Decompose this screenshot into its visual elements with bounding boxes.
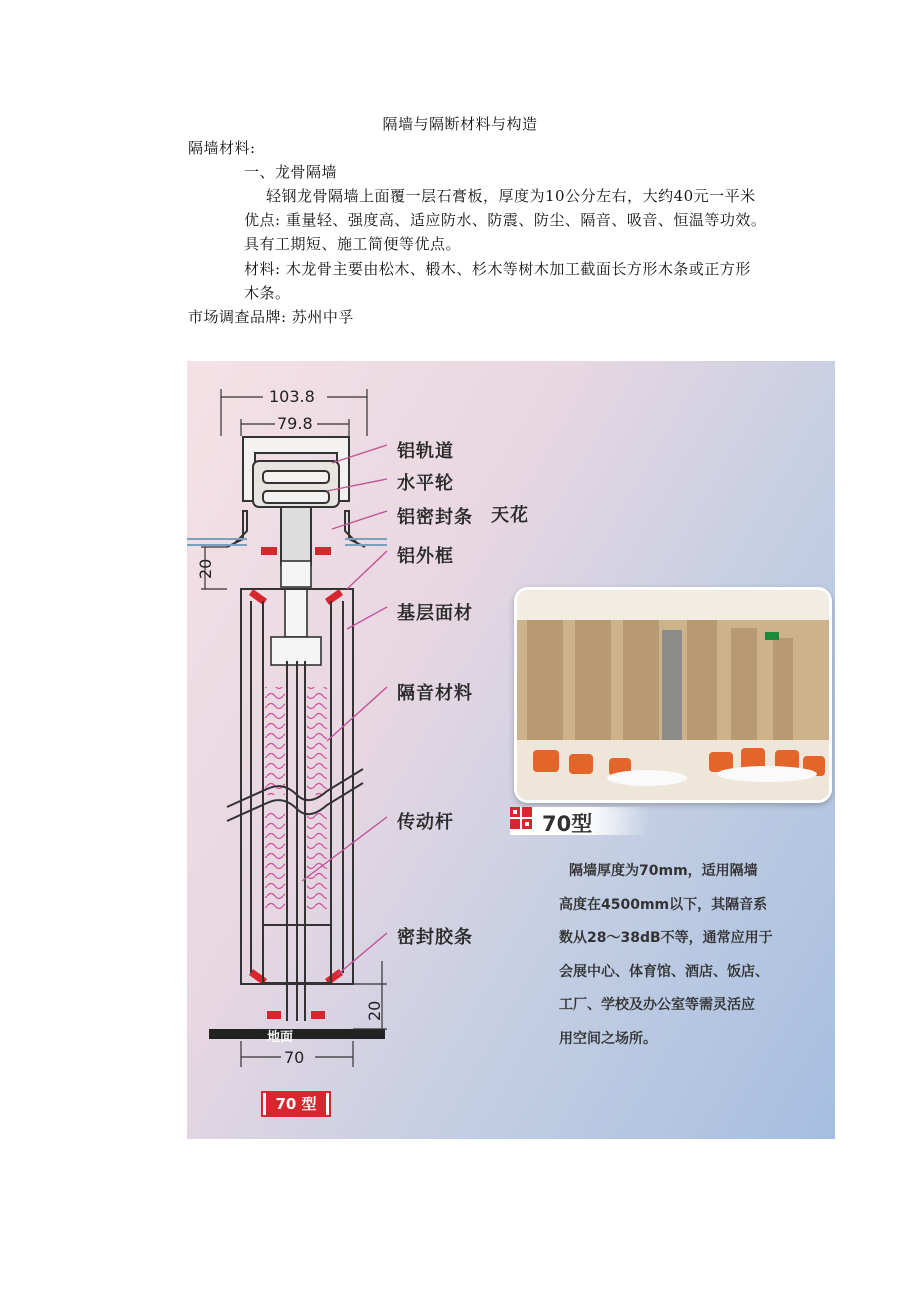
callout-frame: 铝外框: [397, 546, 454, 567]
market-brand: 市场调查品牌: 苏州中孚: [188, 308, 354, 326]
badge-icon: [510, 807, 532, 829]
description-line: 高度在4500mm以下，其隔音系: [559, 896, 768, 913]
callout-acoustic: 隔音材料: [397, 683, 473, 704]
aluminum-rail: [227, 437, 365, 565]
callout-wheel: 水平轮: [397, 473, 454, 494]
floor-label: 地面: [267, 1030, 294, 1045]
callout-base: 基层面材: [397, 603, 473, 624]
description-line: 工厂、学校及办公室等需灵活应: [559, 997, 755, 1013]
callout-ceiling: 天花: [491, 505, 529, 526]
section-heading: 隔墙材料:: [188, 139, 256, 157]
description-line: 用空间之场所。: [559, 1030, 657, 1047]
callout-rail: 铝轨道: [397, 441, 454, 462]
hanger-bolt: [271, 561, 321, 665]
paragraph-line: 材料: 木龙骨主要由松木、椴木、杉木等树木加工截面长方形木条或正方形: [244, 260, 751, 278]
partition-figure: [187, 361, 835, 1139]
dim-top-outer: 103.8: [269, 387, 315, 406]
dim-bottom-gap: 20: [365, 1000, 384, 1021]
paragraph-line: 具有工期短、施工简便等优点。: [244, 235, 462, 253]
dim-bottom-width: 70: [284, 1048, 305, 1067]
acoustic-fill-top-left: [265, 687, 285, 795]
room-photo: [514, 587, 832, 803]
description-line: 隔墙厚度为70mm，适用隔墙: [569, 863, 758, 879]
product-description: [559, 855, 819, 1056]
dim-left-gap: 20: [196, 558, 215, 579]
description-line: 会展中心、体育馆、酒店、饭店、: [559, 963, 769, 980]
document-title: 隔墙与隔断材料与构造: [382, 115, 538, 133]
type-badge: [510, 807, 650, 835]
acoustic-fill-bottom-right: [307, 809, 327, 913]
callout-rubber: 密封胶条: [397, 927, 473, 948]
subsection-title: 一、龙骨隔墙: [244, 163, 338, 181]
paragraph-line: 优点: 重量轻、强度高、适应防水、防震、防尘、隔音、吸音、恒温等功效。: [244, 211, 767, 229]
callout-seal: 铝密封条: [397, 507, 473, 528]
dim-top-inner: 79.8: [277, 414, 313, 433]
floor: [209, 1029, 385, 1039]
model-label: 70 型: [263, 1093, 329, 1115]
callout-rod: 传动杆: [397, 812, 454, 833]
badge-label: 70型: [542, 812, 593, 836]
paragraph-line: 木条。: [244, 284, 291, 302]
room-photo-drawing: [517, 590, 829, 800]
paragraph-line: 轻钢龙骨隔墙上面覆一层石膏板，厚度为10公分左右，大约40元一平米: [266, 187, 756, 205]
acoustic-fill-top-right: [307, 687, 327, 795]
description-line: 数从28～38dB不等，通常应用于: [559, 930, 773, 946]
acoustic-fill-bottom-left: [265, 809, 285, 913]
